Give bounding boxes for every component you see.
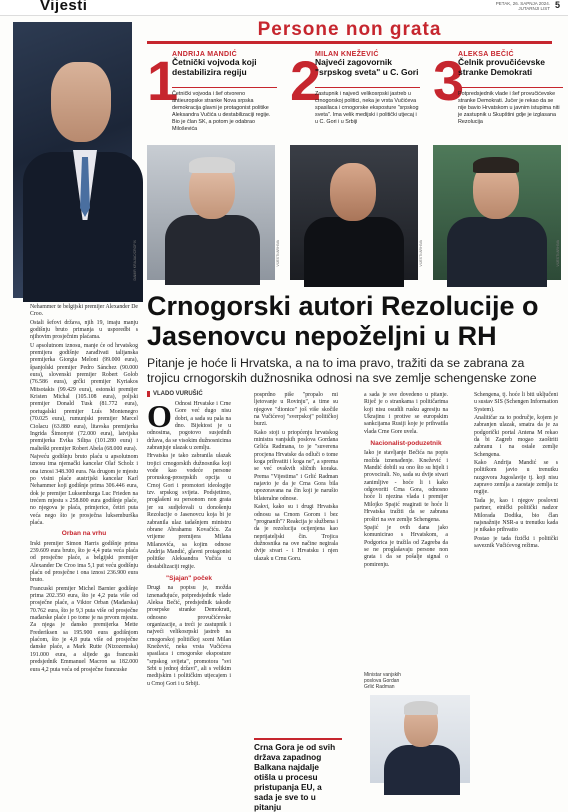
card-number: 3 xyxy=(433,49,465,112)
photo-head xyxy=(330,163,376,221)
dateline-date: PETAK, 26. SAPNJA 2024. xyxy=(495,1,550,6)
paragraph: Analitičar za to područje, kojem je zabranjen ulazak, smatra da je za podgorički portal Antena M rekao da bi Zagreb mogao zaoštriti zabranu i na ostale zemlje Schengena. xyxy=(474,415,558,458)
profile-card-mandic xyxy=(147,47,277,282)
photo-body xyxy=(165,215,260,285)
paragraph: Kakvi, kako su i drugi Hrvatska odnosu sa Crnom Gorom i bez "prognanih"? Reakcija je službena i da je rezolucija ocijenjena kao neprijateljski čin. Trojica dužnosnika na ove načine negirala dvije stvari - i Hrvatsku i njen ulazak u Crnu Goru. xyxy=(254,504,338,562)
dateline-paper: JUTARNJI LIST xyxy=(518,6,550,11)
section-banner xyxy=(147,16,552,44)
card-photo xyxy=(147,145,275,280)
paragraph: Spajić je ovih dana jako komunicirao s Hrvatskom, a Podgorica je tražila od Zagreba da se ne proglašavaju persone non grata i da se pošalje signal o pomirenju. xyxy=(364,524,448,568)
photo-caption: Ministar vanjskih poslova Gordan Grlić Radman xyxy=(364,672,401,691)
card-number: 2 xyxy=(290,49,322,112)
photo-hair xyxy=(189,157,235,173)
paragraph: Kako stoji u priopćenju hrvatskog ministra vanjskih poslova Gordana Grlića Radmana, to je "suverena procjena Hrvatske da odluči o tome koga prihvatiti i koga ne", a sprema se već ovakvih sličnih koraka. Prema "Vijestima" i Grlić Radman najavio je da je Crna Gora bila upozoravana na čin koji je narušio bilateralne odnose. xyxy=(254,429,338,502)
paragraph: Postao je tada fizički i politički saveznik Vučićevog režima. xyxy=(474,535,558,549)
photo-body xyxy=(384,745,460,795)
subhead: "Sjajan" poček xyxy=(166,574,212,582)
photo-credit: VIJESTI/ARHIVA xyxy=(419,240,423,267)
paragraph: Francuski premijer Michel Barnier godišnje prima 202.350 eura, što je 4,2 puta više od prosječne plaće, a Viktor Orban (Mađarska) 70.762 eura, što je 9,3 puta više od prosječne mađarske plaće i po tome je na prvom mjestu. Za njega je dansko premijerka Mette Frederiksen sa 195.900 eura godišnjom plaćom, što je 4,8 puta više od prosječne danske plaće, a Mark Rutte (Nizozemska) 191.000 eura, a slijede ga francuski predsjednik Emmanuel Macron sa 182.000 eura 4,2 puta veća od prosječne francuske xyxy=(30,585,138,673)
photo-credit: VIJESTI/ARHIVA xyxy=(556,240,560,267)
left-column xyxy=(30,304,138,675)
paragraph: Hrvatska je tako zabranila ulazak trojici crnogorskih dužnosnika koji vode kao vodeće persone proruskog-prosrpskih opcija u Crnoj Gori i promotori ideologije tzv. srpskog svijeta. Podsjetimo, proglašeni su personom non grata jer su sudjelovali u donošenju Rezolucije o Jasenovcu koja bi je zabranila ulaz tadašnjem ministru obrane Abrahamu Kovačiću. Za vrijeme premijera Milana Milanovića, sa kojim odnose Andrija Mandić, glavni protagonist politike Aleksandra Vučića u destabilizaciji regije. xyxy=(147,453,231,570)
byline-author: VLADO VURUŠIĆ xyxy=(153,391,203,397)
card-name: ALEKSA BEČIĆ xyxy=(458,51,514,58)
paragraph: Kako Andrija Mandić se s politikom javio u trenutku razgovora Jugoslavije tj. koji nisu zapravo zemlja a zaostaje zemlja iz regije. xyxy=(474,460,558,496)
dateline xyxy=(488,1,550,11)
article-column-2 xyxy=(254,392,338,732)
paragraph: Tada je, kao i njegov poslovni partner, etnički politički nadzor Milorada Dodika, bio član najsnažnije NSR-a u trenutku kada je nikako prihvatio xyxy=(474,497,558,534)
subhead: Nacionalist-poduzetnik xyxy=(370,440,442,448)
card-photo xyxy=(290,145,418,280)
card-name: ANDRIJA MANDIĆ xyxy=(172,51,237,58)
photo-face xyxy=(51,62,111,142)
side-photo xyxy=(13,22,132,298)
photo-credit: VIJESTI/ARHIVA xyxy=(276,240,280,267)
byline-marker xyxy=(147,391,150,397)
photo-hair xyxy=(473,157,519,173)
paragraph: a sada je sve dovedeno u pitanje. Riječ je o strankama i političarima koji nisu osudili rusku agresiju na Ukrajinu i protive se europskim sankcijama Rusiji koje je prihvatila vlada Crne Gore uvela. xyxy=(364,392,448,435)
card-photo xyxy=(433,145,561,280)
minister-photo xyxy=(370,695,470,783)
paragraph: U apsolutnom iznosu, manje će od hrvatskog premijera godišnje zarađivati talijanska premijerka Giorgia Meloni (99.000 eura), španjolski premijer Pedro Sánchez (90.000 eura), slovenski premijer Robert Golob (76.586 eura), grčki premijer Kyriakos Mitsotakis (99.429 eura), estonski premijer Kristen Michal (105.108 eura), poljski premijer Donald Tusk (81.772 eura), portugalski premijer Luís Montenegro (70.025 eura), rumunjski premijer Marcel Ciolacu (63.880 eura), litavska premijerka Ingrida Šimonytė (72.000 eura), latvijska premijerka Evika Siliņa (101.280 eura) i malteški premijer Robert Abela (68.000 eura). xyxy=(30,342,138,452)
paragraph: Iako je stavljanje Bečića na popis možda iznenađenje. Knežević i Mandić dobili su ono što su htjeli i provocirali. No, sada su dvije stvari zanimljive - hoće li i kako odgovoriti Crna Gora, odnosno hoće li njezina vlada i premijer Milojko Spajić reagirati te hoće li Hrvatska tražiti da se zabrana proširi na sve zemlje Schengena. xyxy=(364,450,448,523)
profile-card-becic xyxy=(433,47,563,282)
photo-credit: DAMIR KRAJAC/CROPIX xyxy=(133,240,137,281)
paragraph: Irski premijer Simon Harris godišnje prima 239.609 eura bruto, što je 4,4 puta veća plaća od prosječne plaće, a belgijski premijer Alexander De Croo ima 5,1 put veću godišnju plaću od prosječne i ona iznosi 236.900 eura bruto. xyxy=(30,540,138,584)
article-column-1 xyxy=(147,398,231,783)
deck: Pitanje je hoće li Hrvatska, a na to ima pravo, tražiti da se zabrana za trojicu crnogorskih dužnosnika odnosi na sve zemlje schengenske zone xyxy=(147,356,537,385)
page-number: 5 xyxy=(555,0,561,10)
subhead: Orban na vrhu xyxy=(61,530,107,538)
paragraph: Ostali šefovi država, njih 19, imaju manju godišnju bruto primanja u usporedbi s njihovim prosječnim plaćama. xyxy=(30,319,138,341)
banner-title: Persone non grata xyxy=(257,19,442,40)
paragraph: Schengena, tj. hoće li biti uključeni u sustav SIS (Schengen Information System). xyxy=(474,392,558,413)
top-bar xyxy=(0,0,568,16)
card-headline: Četnički vojvoda koji destabilizira regiju xyxy=(172,57,257,77)
paragraph: Najveću godišnju bruto plaću u apsolutnom iznosu ima njemački kancelar Olaf Scholz i ona iznosi 348.300 eura. Na drugom je mjestu po visini plaće austrijski kancelar Karl Nehammer koji godišnje prima 306.446 eura, dok je premijer Luksemburga Luc Frieden na trećem mjestu s 258.800 eura godišnje plaće, no njegova je plaća, primjerice, četiri puta veća nego što je prosječna luksemburška plaća. xyxy=(30,453,138,526)
card-header xyxy=(458,51,563,77)
card-blurb: Potpredsjednik vlade i šef provučićevske stranke Demokrati. Jučer je rekao da se nije bavio Hrvatskom u javnim istupima niti je zastupnik u Skupštini gdje je izglasana Rezolucija xyxy=(458,87,563,126)
paragraph: posprdno piše "propalo mi ljetovanje u Rovinju", a time su njegove "dionice" još više skočile na Vučićevoj "sverpskoj" političkoj burzi. xyxy=(254,392,338,428)
card-header xyxy=(315,51,420,77)
byline xyxy=(147,391,203,397)
paragraph: Nehammer te belgijski premijer Alexander De Croo. xyxy=(30,304,138,318)
card-blurb: Četnički vojvoda i šef otvoreno antieuropske stranke Nova srpska demokracija glavni je protagonist politike Aleksandra Vučića u destabilizaciji regije. Bio je član SK, a potom je odabrao Miloševića xyxy=(172,87,277,133)
card-name: MILAN KNEŽEVIĆ xyxy=(315,51,379,58)
article-column-3 xyxy=(364,392,448,667)
card-headline: Čelnik provučićevske stranke Demokrati xyxy=(458,57,545,77)
paragraph xyxy=(147,398,231,452)
paragraph: Drugi na popisu je, možda iznenađujuće, potpredsjednik vlade Aleksa Bečić, predsjednik takođe prosrpske stranke Demokrati, odnosno provučićevske organizacije, a treći je zastupnik i najveći velikosrpski jastreb na crnogorskoj političkoj sceni Milan Knežević, neka vrsta Vučićeva spasilaca i crnogorske eksposture "srpskog svijeta", promotora "svi Srbi u jednoj državi", ali s velikim medijskim i političkim utjecajem i u Crnoj Gori i u Srbiji. xyxy=(147,585,231,687)
photo-body xyxy=(447,217,547,287)
dropcap: O xyxy=(147,398,172,434)
card-blurb: Zastupnik i najveći velikosrpski jastreb u crnogorskoj politici, neka je vrsta Vučićeva spasilaca i crnogorske eksposture "srpskog sveta". Ima velik medijski i politički utjecaj i u C. Gori i u Srbiji xyxy=(315,87,420,126)
pull-quote: Crna Gora je od svih država zapadnog Balkana najdalje otišla u procesu pristupanja EU, a sada je sve to u pitanju xyxy=(254,738,342,812)
article-column-4 xyxy=(474,392,558,783)
photo-hair xyxy=(404,701,438,715)
masthead: Vijesti xyxy=(40,0,88,14)
card-headline: Najveći zagovornik "srpskog sveta" u C. Gori xyxy=(315,57,419,77)
card-number: 1 xyxy=(147,49,179,112)
photo-body xyxy=(304,217,404,287)
card-header xyxy=(172,51,277,77)
profile-card-knezevic xyxy=(290,47,420,282)
main-headline: Crnogorski autori Rezolucije o Jasenovcu nepoželjni u RH xyxy=(147,291,539,351)
lead-text: Odnosi Hrvatske i Crne Gore već dugo nisu dobri, a sada su pala na dno. Bijektost je u odnosima, pogotovo susjednih država, da se visokim dužnosnicima zabranjuje ulazak u zemlju. xyxy=(147,401,231,452)
